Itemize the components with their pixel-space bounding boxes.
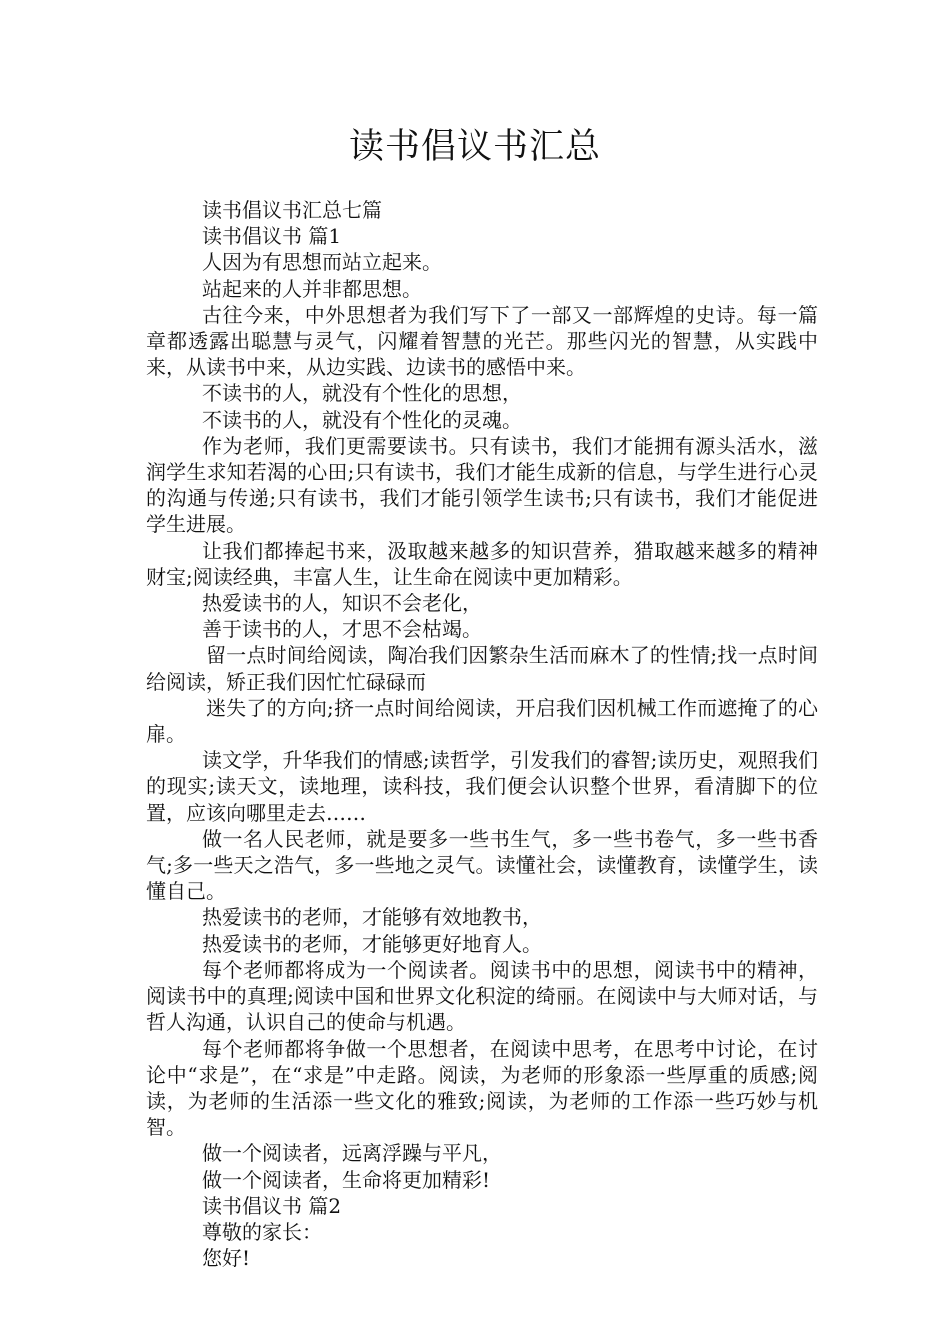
paragraph: 热爱读书的老师，才能够有效地教书，	[202, 905, 542, 930]
paragraph: 善于读书的人，才思不会枯竭。	[202, 617, 482, 642]
paragraph: 作为老师，我们更需要读书。只有读书，我们才能拥有源头活水，滋润学生求知若渴的心田;只有读书，我们才能生成新的信息，与学生进行心灵的沟通与传递;只有读书，我们才能引领学生读书;只有读书，我们才能促进学生进展。	[146, 433, 818, 537]
paragraph: 不读书的人，就没有个性化的灵魂。	[202, 407, 522, 432]
paragraph: 热爱读书的人，知识不会老化，	[202, 591, 482, 616]
subtitle-line: 读书倡议书汇总七篇	[202, 198, 382, 222]
paragraph: 尊敬的家长：	[202, 1219, 322, 1244]
document-body	[146, 197, 818, 1271]
document-title: 读书倡议书汇总	[348, 127, 601, 167]
paragraph: 做一个阅读者，远离浮躁与平凡，	[202, 1141, 502, 1166]
paragraph: 让我们都捧起书来，汲取越来越多的知识营养，猎取越来越多的精神财宝;阅读经典，丰富人生，让生命在阅读中更加精彩。	[146, 538, 818, 589]
paragraph: 留一点时间给阅读，陶冶我们因繁杂生活而麻木了的性情;找一点时间给阅读，矫正我们因忙忙碌碌而	[146, 643, 818, 694]
paragraph: 热爱读书的老师，才能够更好地育人。	[202, 931, 542, 956]
paragraph: 迷失了的方向;挤一点时间给阅读，开启我们因机械工作而遮掩了的心扉。	[146, 695, 818, 747]
paragraph: 每个老师都将成为一个阅读者。阅读书中的思想，阅读书中的精神，阅读书中的真理;阅读中国和世界文化积淀的绮丽。在阅读中与大师对话，与哲人沟通，认识自己的使命与机遇。	[146, 957, 818, 1035]
paragraph: 人因为有思想而站立起来。	[202, 250, 442, 275]
section-heading: 读书倡议书 篇2	[202, 1193, 342, 1218]
paragraph: 站起来的人并非都思想。	[202, 276, 422, 301]
paragraph: 做一个阅读者，生命将更加精彩!	[202, 1167, 491, 1192]
paragraph: 读文学，升华我们的情感;读哲学，引发我们的睿智;读历史，观照我们的现实;读天文，读地理，读科技，我们便会认识整个世界，看清脚下的位置，应该向哪里走去……	[146, 748, 818, 825]
section-heading: 读书倡议书 篇1	[202, 224, 342, 249]
paragraph: 古往今来，中外思想者为我们写下了一部又一部辉煌的史诗。每一篇章都透露出聪慧与灵气，闪耀着智慧的光芒。那些闪光的智慧，从实践中来，从读书中来，从边实践、边读书的感悟中来。	[146, 302, 818, 380]
paragraph: 不读书的人，就没有个性化的思想，	[202, 381, 522, 406]
paragraph: 每个老师都将争做一个思想者，在阅读中思考，在思考中讨论，在讨论中“求是”，在“求是”中走路。阅读，为老师的形象添一些厚重的质感;阅读，为老师的生活添一些文化的雅致;阅读，为老师的工作添一些巧妙与机智。	[146, 1036, 818, 1140]
paragraph: 做一名人民老师，就是要多一些书生气，多一些书卷气，多一些书香气;多一些天之浩气，多一些地之灵气。读懂社会，读懂教育，读懂学生，读懂自己。	[146, 826, 818, 904]
paragraph: 您好!	[202, 1246, 251, 1271]
